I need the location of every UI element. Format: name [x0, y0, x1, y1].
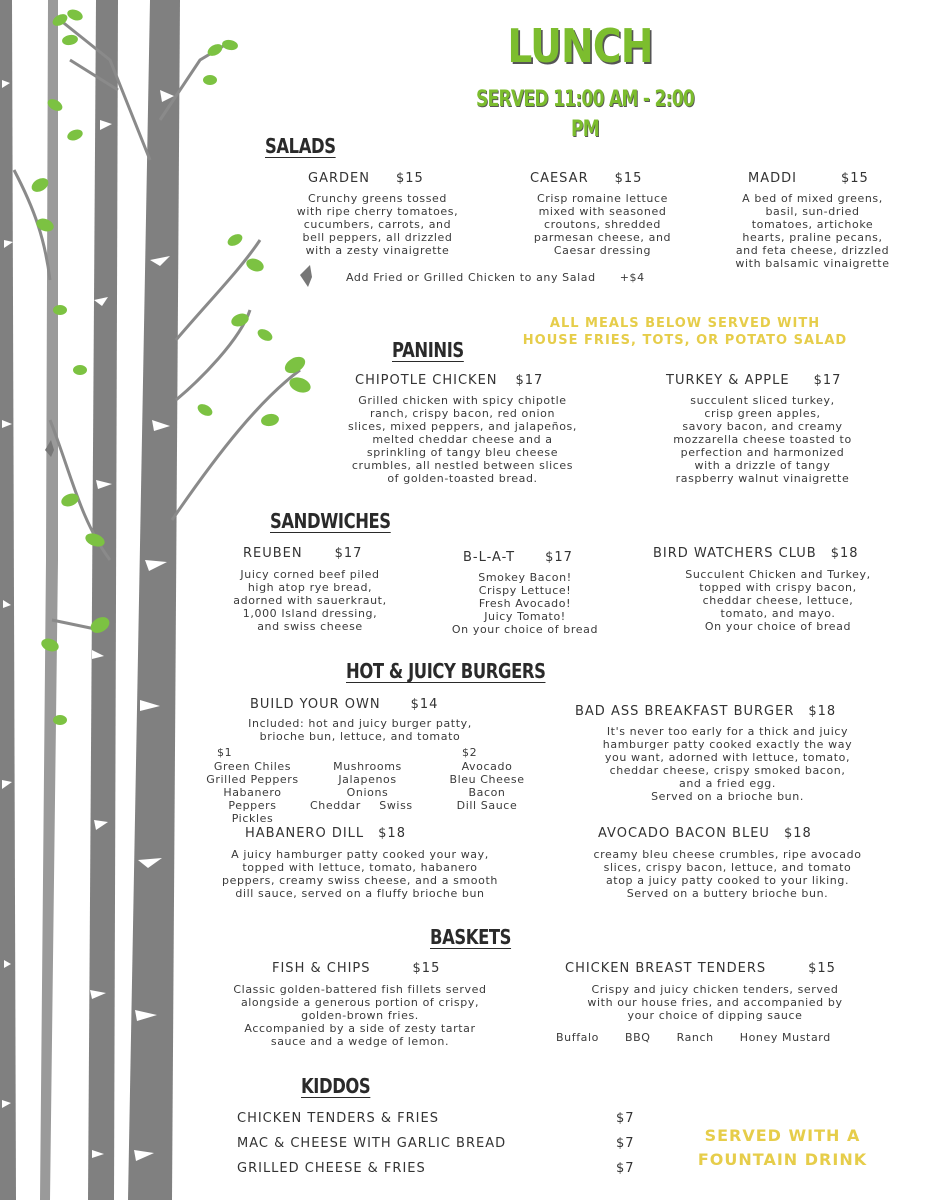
menu-item-description: Crunchy greens tossed with ripe cherry tomatoes, cucumbers, carrots, and bell peppers, all drizzled with a zesty vinaigrette: [296, 192, 459, 257]
meals-side-note: ALL MEALS BELOW SERVED WITH HOUSE FRIES, TOTS, OR POTATO SALAD: [522, 316, 848, 348]
menu-item-name: TURKEY & APPLE $17: [666, 373, 842, 388]
section-title-burgers: HOT & JUICY BURGERS: [346, 659, 546, 683]
menu-item-description: succulent sliced turkey, crisp green apples, savory bacon, and creamy mozzarella cheese toasted to perfection and harmonized with a drizzle of tangy raspberry walnut vinaigrette: [673, 394, 852, 485]
menu-item-description: Succulent Chicken and Turkey, topped with crispy bacon, cheddar cheese, lettuce, tomato, and mayo. On your choice of bread: [685, 568, 871, 633]
page-title: LUNCH: [507, 19, 653, 73]
menu-item-name: MADDI $15: [748, 171, 869, 186]
kids-item-name: CHICKEN TENDERS & FRIES: [237, 1111, 439, 1126]
menu-item-name: BAD ASS BREAKFAST BURGER $18: [575, 704, 837, 719]
menu-item-description: A bed of mixed greens, basil, sun-dried tomatoes, artichoke hearts, praline pecans, and feta cheese, drizzled with balsamic vinaigrette: [735, 192, 890, 270]
topping-column: Green Chiles Grilled Peppers Habanero Peppers Pickles: [206, 760, 299, 825]
menu-item-name: GARDEN $15: [308, 171, 424, 186]
kids-item-price: $7: [616, 1161, 635, 1176]
service-hours: SERVED 11:00 AM - 2:00 PM: [475, 87, 695, 142]
menu-item-name: CHIPOTLE CHICKEN $17: [355, 373, 544, 388]
menu-item-description: Included: hot and juicy burger patty, brioche bun, lettuce, and tomato: [248, 717, 472, 743]
menu-item-name: CHICKEN BREAST TENDERS $15: [565, 961, 836, 976]
menu-item-name: B-L-A-T $17: [463, 550, 573, 565]
section-title-salads: SALADS: [265, 134, 336, 158]
menu-item-description: Crisp romaine lettuce mixed with seasoned croutons, shredded parmesan cheese, and Caesar dressing: [533, 192, 672, 257]
kids-item-name: GRILLED CHEESE & FRIES: [237, 1161, 426, 1176]
kids-drink-note: SERVED WITH A FOUNTAIN DRINK: [697, 1126, 868, 1169]
menu-item-description: Classic golden-battered fish fillets served alongside a generous portion of crispy, golden-brown fries. Accompanied by a side of zesty tartar sauce and a wedge of lemon.: [233, 983, 487, 1048]
section-title-sandwiches: SANDWICHES: [270, 509, 391, 533]
menu-item-description: Crispy and juicy chicken tenders, served with our house fries, and accompanied by your choice of dipping sauce: [587, 983, 843, 1022]
menu-item-description: Grilled chicken with spicy chipotle ranch, crispy bacon, red onion slices, mixed peppers, and jalapeños, melted cheddar cheese and a sprinkling of tangy bleu cheese crumbles, all nestled between slices of golden-toasted bread.: [348, 394, 577, 485]
topping-column: Avocado Bleu Cheese Bacon Dill Sauce: [449, 760, 525, 812]
section-title-kiddos: KIDDOS: [301, 1074, 371, 1098]
menu-item-name: AVOCADO BACON BLEU $18: [598, 826, 812, 841]
menu-item-description: It's never too early for a thick and juicy hamburger patty cooked exactly the way you want, adorned with lettuce, tomato, cheddar cheese, crispy smoked bacon, and a fried egg. Served on a brioche bun.: [602, 725, 853, 803]
kids-item-price: $7: [616, 1111, 635, 1126]
menu-item-name: FISH & CHIPS $15: [272, 961, 441, 976]
menu-item-description: A juicy hamburger patty cooked your way, topped with lettuce, tomato, habanero peppers, creamy swiss cheese, and a smooth dill sauce, served on a fluffy brioche bun: [222, 848, 498, 900]
topping-column: Mushrooms Jalapenos Onions Cheddar: [310, 760, 402, 812]
menu-item-name: HABANERO DILL $18: [245, 826, 406, 841]
menu-item-name: BUILD YOUR OWN $14: [250, 697, 439, 712]
menu-item-description: Smokey Bacon! Crispy Lettuce! Fresh Avocado! Juicy Tomato! On your choice of bread: [451, 571, 599, 636]
menu-item-name: CAESAR $15: [530, 171, 643, 186]
butterfly-icon: [45, 265, 312, 457]
menu-item-description: creamy bleu cheese crumbles, ripe avocado slices, crispy bacon, lettuce, and tomato atop a juicy patty cooked to your liking. Served on a buttery brioche bun.: [593, 848, 862, 900]
menu-item-description: Juicy corned beef piled high atop rye bread, adorned with sauerkraut, 1,000 Island dressing, and swiss cheese: [233, 568, 387, 633]
menu-item-name: BIRD WATCHERS CLUB $18: [653, 546, 859, 561]
topping-price-1: $1: [217, 746, 233, 759]
kids-item-name: MAC & CHEESE WITH GARLIC BREAD: [237, 1136, 507, 1151]
topping-price-2: $2: [462, 746, 478, 759]
salad-addon: Add Fried or Grilled Chicken to any Salad +$4: [346, 271, 645, 284]
menu-item-name: REUBEN $17: [243, 546, 363, 561]
section-title-paninis: PANINIS: [392, 338, 464, 362]
section-title-baskets: BASKETS: [430, 925, 512, 949]
dipping-sauce-list: Buffalo BBQ Ranch Honey Mustard: [556, 1031, 831, 1044]
kids-item-price: $7: [616, 1136, 635, 1151]
topping-item: Swiss: [379, 799, 413, 812]
